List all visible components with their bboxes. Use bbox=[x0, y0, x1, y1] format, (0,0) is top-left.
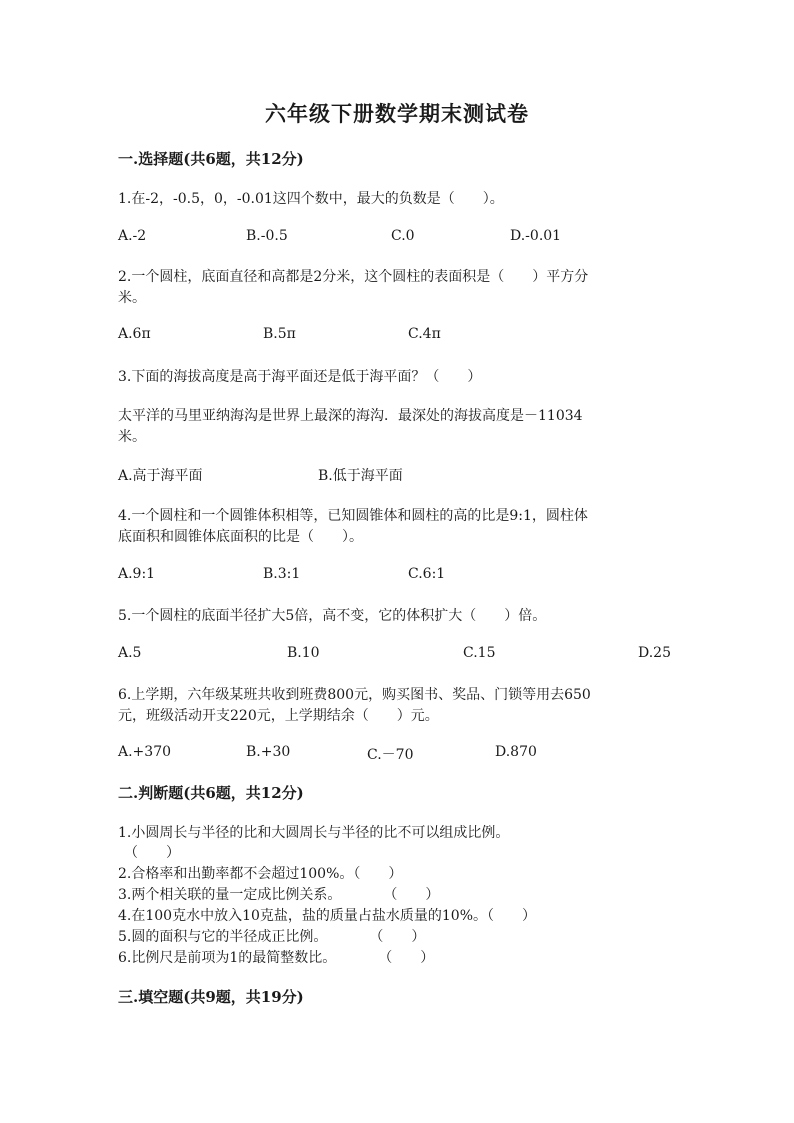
section-heading-choice: 一.选择题(共6题，共12分) bbox=[118, 150, 304, 168]
judge-answer-blank: （ ） bbox=[124, 845, 180, 861]
question-3-option-a: A.高于海平面 bbox=[118, 468, 203, 484]
judge-question-line: 1.小圆周长与半径的比和大圆周长与半径的比不可以组成比例。 bbox=[118, 825, 510, 841]
question-4-option-c: C.6:1 bbox=[408, 566, 446, 582]
question-6-option-d: D.870 bbox=[495, 744, 537, 760]
question-6-stem-line1: 6.上学期，六年级某班共收到班费800元，购买图书、奖品、门锁等用去650 bbox=[118, 687, 591, 703]
page-title: 六年级下册数学期末测试卷 bbox=[265, 101, 529, 126]
question-1-option-d: D.-0.01 bbox=[510, 228, 562, 244]
question-3-passage-line2: 米。 bbox=[118, 429, 146, 445]
question-2-option-c: C.4π bbox=[408, 326, 441, 342]
judge-question-line: 3.两个相关联的量一定成比例关系。 （ ） bbox=[118, 887, 440, 903]
question-1-stem: 1.在-2，-0.5，0，-0.01这四个数中，最大的负数是（ ）。 bbox=[118, 191, 504, 207]
question-4-option-a: A.9:1 bbox=[118, 566, 156, 582]
question-4-stem-line2: 底面积和圆锥体底面积的比是（ ）。 bbox=[118, 529, 363, 545]
question-5-option-b: B.10 bbox=[287, 645, 320, 661]
section-heading-fill: 三.填空题(共9题，共19分) bbox=[118, 988, 304, 1006]
judge-question-line: 6.比例尺是前项为1的最简整数比。 （ ） bbox=[118, 950, 435, 966]
question-5-option-c: C.15 bbox=[463, 645, 496, 661]
question-2-option-a: A.6π bbox=[118, 326, 151, 342]
question-2-option-b: B.5π bbox=[263, 326, 296, 342]
question-1-option-b: B.-0.5 bbox=[246, 228, 288, 244]
question-5-option-a: A.5 bbox=[118, 645, 142, 661]
question-4-option-b: B.3:1 bbox=[263, 566, 301, 582]
judge-question-line: 4.在100克水中放入10克盐，盐的质量占盐水质量的10%。（ ） bbox=[118, 908, 537, 924]
question-6-option-c: C.－70 bbox=[367, 747, 414, 763]
section-heading-judge: 二.判断题(共6题，共12分) bbox=[118, 784, 304, 802]
question-3-stem: 3.下面的海拔高度是高于海平面还是低于海平面？（ ） bbox=[118, 369, 482, 385]
question-4-stem-line1: 4.一个圆柱和一个圆锥体积相等，已知圆锥体和圆柱的高的比是9:1，圆柱体 bbox=[118, 508, 588, 524]
question-2-stem-line2: 米。 bbox=[118, 290, 146, 306]
question-1-option-c: C.0 bbox=[391, 228, 415, 244]
question-6-option-b: B.+30 bbox=[246, 744, 291, 760]
question-3-passage-line1: 太平洋的马里亚纳海沟是世界上最深的海沟．最深处的海拔高度是－11034 bbox=[118, 408, 583, 424]
question-1-option-a: A.-2 bbox=[118, 228, 147, 244]
question-2-stem-line1: 2.一个圆柱，底面直径和高都是2分米，这个圆柱的表面积是（ ）平方分 bbox=[118, 269, 589, 285]
judge-question-line: 5.圆的面积与它的半径成正比例。 （ ） bbox=[118, 929, 426, 945]
question-5-stem: 5.一个圆柱的底面半径扩大5倍，高不变，它的体积扩大（ ）倍。 bbox=[118, 608, 547, 624]
judge-question-line: 2.合格率和出勤率都不会超过100%。（ ） bbox=[118, 866, 403, 882]
question-6-option-a: A.+370 bbox=[118, 744, 172, 760]
question-6-stem-line2: 元，班级活动开支220元，上学期结余（ ）元。 bbox=[118, 708, 439, 724]
question-5-option-d: D.25 bbox=[638, 645, 671, 661]
question-3-option-b: B.低于海平面 bbox=[318, 468, 403, 484]
